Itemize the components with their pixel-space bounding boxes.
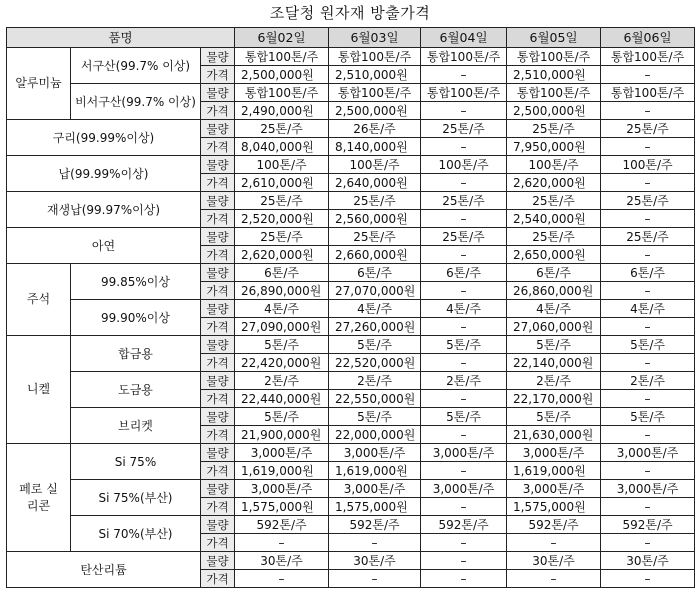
quantity-cell: 25톤/주 — [507, 120, 601, 138]
quantity-cell: 100톤/주 — [601, 156, 695, 174]
quantity-label: 물량 — [201, 444, 235, 462]
price-label: 가격 — [201, 462, 235, 480]
item-name: Si 75%(부산) — [71, 480, 201, 516]
quantity-cell: 통합100톤/주 — [507, 84, 601, 102]
header-date: 6월06일 — [601, 28, 695, 48]
price-cell: 22,000,000원 — [329, 426, 421, 444]
quantity-cell: 통합100톤/주 — [421, 84, 507, 102]
price-cell: – — [601, 498, 695, 516]
price-cell: 22,420,000원 — [235, 354, 329, 372]
price-cell: – — [421, 66, 507, 84]
header-date: 6월03일 — [329, 28, 421, 48]
table-row — [7, 264, 695, 282]
table-row — [7, 516, 695, 534]
quantity-cell: 100톤/주 — [421, 156, 507, 174]
quantity-cell: 3,000톤/주 — [421, 480, 507, 498]
category-name: 주석 — [7, 264, 71, 336]
price-cell: – — [421, 318, 507, 336]
price-cell: – — [421, 498, 507, 516]
price-cell: 22,440,000원 — [235, 390, 329, 408]
table-row — [7, 300, 695, 318]
quantity-label: 물량 — [201, 516, 235, 534]
price-cell: 2,660,000원 — [329, 246, 421, 264]
table-body — [7, 48, 695, 588]
quantity-cell: – — [421, 552, 507, 570]
quantity-cell: 5톤/주 — [601, 336, 695, 354]
quantity-cell: 4톤/주 — [235, 300, 329, 318]
page-title: 조달청 원자재 방출가격 — [269, 4, 431, 22]
quantity-cell: 통합100톤/주 — [507, 48, 601, 66]
price-label: 가격 — [201, 246, 235, 264]
price-cell: 22,170,000원 — [507, 390, 601, 408]
table-row — [7, 336, 695, 354]
quantity-cell: 통합100톤/주 — [329, 84, 421, 102]
quantity-label: 물량 — [201, 192, 235, 210]
quantity-cell: 통합100톤/주 — [421, 48, 507, 66]
price-cell: 2,640,000원 — [329, 174, 421, 192]
price-cell: – — [421, 462, 507, 480]
price-cell: – — [421, 426, 507, 444]
price-cell: – — [601, 174, 695, 192]
price-cell: – — [601, 570, 695, 588]
quantity-cell: 6톤/주 — [507, 264, 601, 282]
price-cell: – — [235, 570, 329, 588]
price-cell: 2,560,000원 — [329, 210, 421, 228]
quantity-cell: 4톤/주 — [329, 300, 421, 318]
price-label: 가격 — [201, 354, 235, 372]
category-name: 니켈 — [7, 336, 71, 444]
price-cell: 2,520,000원 — [235, 210, 329, 228]
item-name: Si 70%(부산) — [71, 516, 201, 552]
quantity-cell: 25톤/주 — [601, 120, 695, 138]
price-cell: – — [329, 534, 421, 552]
quantity-label: 물량 — [201, 228, 235, 246]
table-row — [7, 48, 695, 66]
price-cell: – — [421, 174, 507, 192]
quantity-cell: 2톤/주 — [329, 372, 421, 390]
price-cell: 27,090,000원 — [235, 318, 329, 336]
price-cell: – — [601, 426, 695, 444]
table-row — [7, 156, 695, 174]
quantity-label: 물량 — [201, 120, 235, 138]
price-cell: 1,575,000원 — [235, 498, 329, 516]
item-name: Si 75% — [71, 444, 201, 480]
quantity-cell: 592톤/주 — [329, 516, 421, 534]
quantity-cell: 25톤/주 — [507, 228, 601, 246]
quantity-cell: 30톤/주 — [329, 552, 421, 570]
header-date: 6월02일 — [235, 28, 329, 48]
quantity-cell: 26톤/주 — [329, 120, 421, 138]
price-cell: 1,575,000원 — [329, 498, 421, 516]
quantity-cell: 25톤/주 — [421, 228, 507, 246]
quantity-cell: 4톤/주 — [507, 300, 601, 318]
quantity-cell: 25톤/주 — [601, 228, 695, 246]
quantity-cell: 3,000톤/주 — [421, 444, 507, 462]
price-cell: – — [507, 534, 601, 552]
price-cell: 2,510,000원 — [507, 66, 601, 84]
price-cell: – — [601, 102, 695, 120]
price-cell: – — [601, 318, 695, 336]
price-cell: 2,540,000원 — [507, 210, 601, 228]
price-cell: – — [421, 246, 507, 264]
price-cell: – — [601, 354, 695, 372]
price-label: 가격 — [201, 138, 235, 156]
price-cell: – — [507, 570, 601, 588]
item-name: 탄산리튬 — [7, 552, 201, 588]
price-cell: – — [421, 534, 507, 552]
price-cell: 21,630,000원 — [507, 426, 601, 444]
table-row — [7, 372, 695, 390]
price-cell: 2,500,000원 — [235, 66, 329, 84]
quantity-cell: 3,000톤/주 — [235, 444, 329, 462]
quantity-label: 물량 — [201, 156, 235, 174]
price-label: 가격 — [201, 318, 235, 336]
price-label: 가격 — [201, 498, 235, 516]
price-cell: – — [601, 462, 695, 480]
price-cell: 1,619,000원 — [329, 462, 421, 480]
price-cell: – — [601, 534, 695, 552]
price-cell: 8,040,000원 — [235, 138, 329, 156]
quantity-cell: 2톤/주 — [601, 372, 695, 390]
quantity-cell: 100톤/주 — [507, 156, 601, 174]
quantity-cell: 5톤/주 — [235, 336, 329, 354]
header-row — [7, 28, 695, 48]
quantity-cell: 25톤/주 — [235, 228, 329, 246]
item-name: 도금용 — [71, 372, 201, 408]
price-cell: 2,620,000원 — [235, 246, 329, 264]
quantity-cell: 4톤/주 — [601, 300, 695, 318]
item-name: 구리(99.99%이상) — [7, 120, 201, 156]
quantity-cell: 100톤/주 — [329, 156, 421, 174]
price-cell: 26,860,000원 — [507, 282, 601, 300]
category-name: 페로 실리콘 — [7, 444, 71, 552]
quantity-label: 물량 — [201, 84, 235, 102]
price-cell: 2,490,000원 — [235, 102, 329, 120]
quantity-cell: 25톤/주 — [235, 120, 329, 138]
quantity-cell: 3,000톤/주 — [601, 444, 695, 462]
quantity-label: 물량 — [201, 552, 235, 570]
quantity-label: 물량 — [201, 372, 235, 390]
price-cell: 2,650,000원 — [507, 246, 601, 264]
quantity-cell: 3,000톤/주 — [601, 480, 695, 498]
item-name: 99.90%이상 — [71, 300, 201, 336]
price-cell: – — [421, 138, 507, 156]
quantity-cell: 3,000톤/주 — [329, 480, 421, 498]
quantity-cell: 5톤/주 — [421, 408, 507, 426]
quantity-cell: 2톤/주 — [421, 372, 507, 390]
price-cell: – — [421, 210, 507, 228]
quantity-cell: 5톤/주 — [507, 408, 601, 426]
price-cell: 21,900,000원 — [235, 426, 329, 444]
price-cell: 22,520,000원 — [329, 354, 421, 372]
quantity-cell: 통합100톤/주 — [235, 48, 329, 66]
quantity-cell: 5톤/주 — [329, 408, 421, 426]
quantity-cell: 592톤/주 — [421, 516, 507, 534]
quantity-cell: 4톤/주 — [421, 300, 507, 318]
item-name: 납(99.99%이상) — [7, 156, 201, 192]
price-cell: 7,950,000원 — [507, 138, 601, 156]
price-cell: 22,550,000원 — [329, 390, 421, 408]
table-row — [7, 480, 695, 498]
header-date: 6월05일 — [507, 28, 601, 48]
quantity-cell: 통합100톤/주 — [329, 48, 421, 66]
quantity-label: 물량 — [201, 300, 235, 318]
price-cell: 26,890,000원 — [235, 282, 329, 300]
item-name: 비서구산(99.7% 이상) — [71, 84, 201, 120]
quantity-cell: 5톤/주 — [235, 408, 329, 426]
price-label: 가격 — [201, 390, 235, 408]
price-label: 가격 — [201, 210, 235, 228]
quantity-cell: 25톤/주 — [329, 192, 421, 210]
quantity-cell: 통합100톤/주 — [601, 84, 695, 102]
quantity-label: 물량 — [201, 408, 235, 426]
price-cell: 27,070,000원 — [329, 282, 421, 300]
quantity-label: 물량 — [201, 48, 235, 66]
price-cell: 8,140,000원 — [329, 138, 421, 156]
table-row — [7, 444, 695, 462]
category-name: 알루미늄 — [7, 48, 71, 120]
quantity-cell: 100톤/주 — [235, 156, 329, 174]
price-label: 가격 — [201, 102, 235, 120]
price-cell: – — [421, 354, 507, 372]
price-cell: 27,060,000원 — [507, 318, 601, 336]
quantity-cell: 5톤/주 — [329, 336, 421, 354]
price-cell: – — [601, 282, 695, 300]
price-cell: – — [421, 282, 507, 300]
quantity-cell: 6톤/주 — [235, 264, 329, 282]
quantity-label: 물량 — [201, 264, 235, 282]
price-cell: – — [601, 390, 695, 408]
quantity-cell: 30톤/주 — [507, 552, 601, 570]
quantity-cell: 25톤/주 — [421, 192, 507, 210]
quantity-cell: 3,000톤/주 — [507, 444, 601, 462]
quantity-cell: 25톤/주 — [329, 228, 421, 246]
price-label: 가격 — [201, 570, 235, 588]
quantity-cell: 25톤/주 — [507, 192, 601, 210]
price-cell: – — [601, 246, 695, 264]
price-cell: 1,619,000원 — [507, 462, 601, 480]
table-row — [7, 408, 695, 426]
item-name: 아연 — [7, 228, 201, 264]
item-name: 브리켓 — [71, 408, 201, 444]
table-row — [7, 228, 695, 246]
quantity-cell: 2톤/주 — [235, 372, 329, 390]
header-item: 품명 — [7, 28, 235, 48]
quantity-cell: 3,000톤/주 — [235, 480, 329, 498]
price-cell: 2,610,000원 — [235, 174, 329, 192]
table-row — [7, 192, 695, 210]
table-row — [7, 120, 695, 138]
price-cell: – — [329, 570, 421, 588]
quantity-cell: 5톤/주 — [421, 336, 507, 354]
price-cell: – — [601, 138, 695, 156]
price-label: 가격 — [201, 66, 235, 84]
quantity-cell: 25톤/주 — [235, 192, 329, 210]
quantity-label: 물량 — [201, 480, 235, 498]
quantity-cell: 통합100톤/주 — [235, 84, 329, 102]
table-row — [7, 84, 695, 102]
price-cell: 1,575,000원 — [507, 498, 601, 516]
price-cell: – — [235, 534, 329, 552]
quantity-cell: 25톤/주 — [421, 120, 507, 138]
table-row — [7, 552, 695, 570]
price-cell: 2,620,000원 — [507, 174, 601, 192]
price-cell: 2,500,000원 — [329, 102, 421, 120]
quantity-cell: 592톤/주 — [235, 516, 329, 534]
price-label: 가격 — [201, 426, 235, 444]
quantity-cell: 5톤/주 — [601, 408, 695, 426]
quantity-cell: 25톤/주 — [601, 192, 695, 210]
price-cell: – — [601, 66, 695, 84]
quantity-label: 물량 — [201, 336, 235, 354]
price-label: 가격 — [201, 534, 235, 552]
item-name: 재생납(99.97%이상) — [7, 192, 201, 228]
price-cell: – — [421, 570, 507, 588]
quantity-cell: 592톤/주 — [601, 516, 695, 534]
price-cell: – — [421, 390, 507, 408]
quantity-cell: 6톤/주 — [601, 264, 695, 282]
price-cell: 27,260,000원 — [329, 318, 421, 336]
price-cell: 2,500,000원 — [507, 102, 601, 120]
price-table — [6, 27, 695, 588]
price-cell: 22,140,000원 — [507, 354, 601, 372]
quantity-cell: 6톤/주 — [329, 264, 421, 282]
item-name: 서구산(99.7% 이상) — [71, 48, 201, 84]
quantity-cell: 3,000톤/주 — [329, 444, 421, 462]
price-label: 가격 — [201, 282, 235, 300]
price-label: 가격 — [201, 174, 235, 192]
item-name: 99.85%이상 — [71, 264, 201, 300]
quantity-cell: 30톤/주 — [235, 552, 329, 570]
price-cell: 2,510,000원 — [329, 66, 421, 84]
quantity-cell: 2톤/주 — [507, 372, 601, 390]
price-cell: – — [601, 210, 695, 228]
quantity-cell: 6톤/주 — [421, 264, 507, 282]
quantity-cell: 5톤/주 — [507, 336, 601, 354]
price-cell: – — [421, 102, 507, 120]
quantity-cell: 통합100톤/주 — [601, 48, 695, 66]
price-cell: 1,619,000원 — [235, 462, 329, 480]
quantity-cell: 592톤/주 — [507, 516, 601, 534]
item-name: 합금용 — [71, 336, 201, 372]
quantity-cell: 30톤/주 — [601, 552, 695, 570]
header-date: 6월04일 — [421, 28, 507, 48]
quantity-cell: 3,000톤/주 — [507, 480, 601, 498]
